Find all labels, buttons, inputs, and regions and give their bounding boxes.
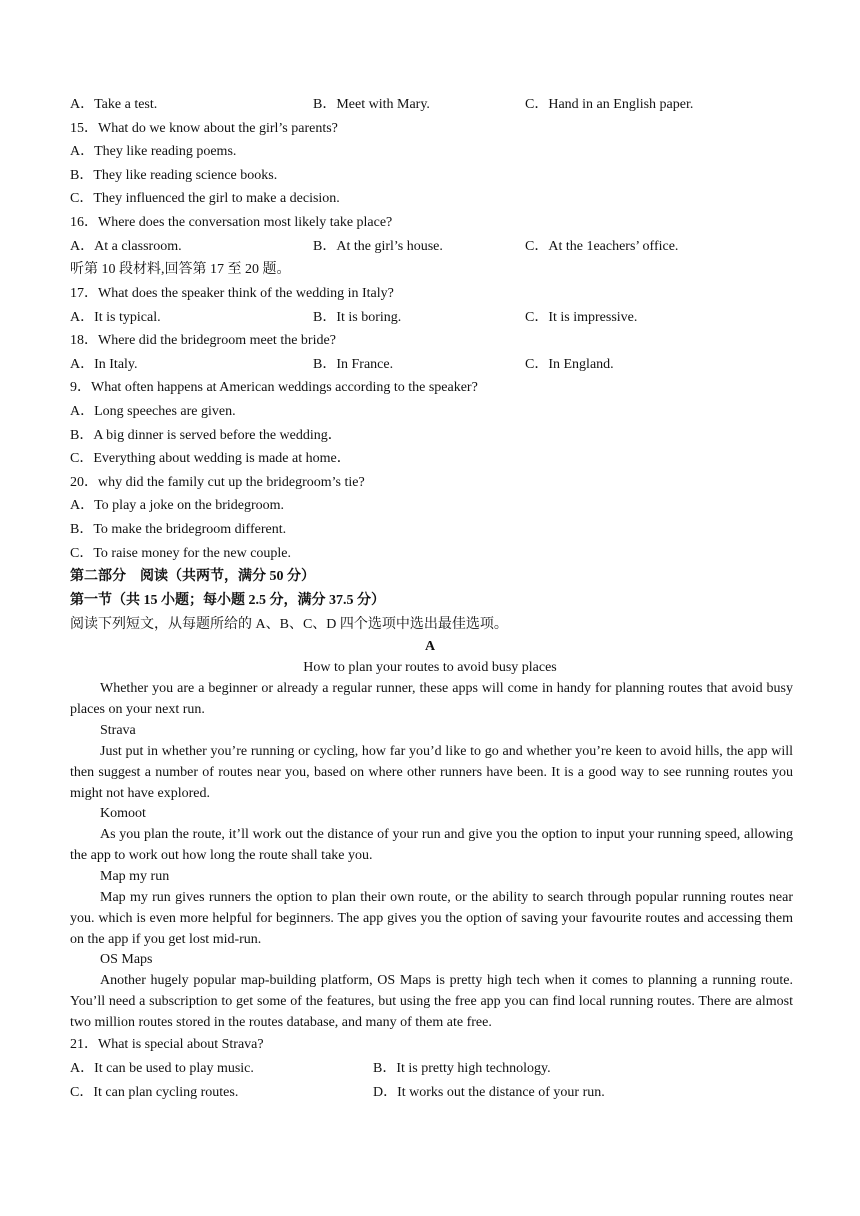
q21-question: 21．What is special about Strava?: [70, 1037, 264, 1052]
q20-option-a: A．To play a joke on the bridegroom.: [70, 498, 285, 513]
q21-option-a: A．It can be used to play music.: [70, 1061, 254, 1076]
komoot-heading: Komoot: [100, 806, 146, 821]
q20-question: 20．why did the family cut up the bridegroom’s tie?: [70, 475, 365, 490]
q16-question: 16．Where does the conversation most likely take place?: [70, 215, 393, 230]
passage-title: How to plan your routes to avoid busy places: [303, 660, 557, 675]
q14-option-a: A．Take a test.: [70, 97, 158, 112]
osmaps-paragraph: Another hugely popular map-building platform, OS Maps is pretty high tech when it comes to planning a running route. You’ll need a subscription to get some of the features, but using the free app you can find local running routes. There are almost two million routes stored in the routes database, and many of them ate free.: [70, 973, 793, 1030]
q15-option-a: A．They like reading poems.: [70, 144, 237, 159]
section1-heading: 第一节（共 15 小题；每小题 2.5 分，满分 37.5 分）: [70, 593, 385, 608]
q19-option-c: C．Everything about wedding is made at home．: [70, 451, 351, 466]
q18-option-a: A．In Italy.: [70, 357, 138, 372]
q17-option-c: C．It is impressive.: [525, 310, 638, 325]
q19-option-a: A．Long speeches are given.: [70, 404, 236, 419]
q21-option-c: C．It can plan cycling routes.: [70, 1085, 239, 1100]
mapmyrun-heading: Map my run: [100, 869, 170, 884]
q14-option-b: B．Meet with Mary.: [313, 97, 430, 112]
q20-option-c: C．To raise money for the new couple.: [70, 546, 292, 561]
q21-option-d: D．It works out the distance of your run.: [373, 1085, 605, 1100]
part2-heading: 第二部分 阅读（共两节，满分 50 分）: [70, 569, 315, 584]
listening-instruction: 听第 10 段材料,回答第 17 至 20 题。: [70, 262, 291, 277]
q17-question: 17．What does the speaker think of the wedding in Italy?: [70, 286, 394, 301]
osmaps-heading: OS Maps: [100, 952, 153, 967]
komoot-paragraph: As you plan the route, it’ll work out the distance of your run and give you the option to input your running speed, allowing the app to work out how long the route shall take you.: [70, 827, 793, 863]
q15-option-b: B．They like reading science books.: [70, 168, 278, 183]
q18-question: 18．Where did the bridegroom meet the bride?: [70, 333, 336, 348]
passage-intro: Whether you are a beginner or already a regular runner, these apps will come in handy for planning routes that avoid busy places on your next run.: [70, 681, 793, 717]
q18-option-c: C．In England.: [525, 357, 614, 372]
strava-heading: Strava: [100, 723, 136, 738]
q17-option-b: B．It is boring.: [313, 310, 402, 325]
q16-option-c: C．At the 1eachers’ office.: [525, 239, 679, 254]
q15-option-c: C．They influenced the girl to make a decision.: [70, 191, 340, 206]
q19-question: 9．What often happens at American weddings according to the speaker?: [70, 380, 478, 395]
strava-paragraph: Just put in whether you’re running or cycling, how far you’d like to go and whether you’re keen to avoid hills, the app will then suggest a number of routes near you, based on where other runners have been. It is a good way to see running routes you might not have explored.: [70, 744, 793, 801]
passage-letter: A: [424, 639, 436, 654]
mapmyrun-paragraph: Map my run gives runners the option to plan their own route, or the ability to search through popular running routes near you. which is even more helpful for beginners. The app gives you the option of saving your favourite routes and accessing them on the app if you get lost mid-run.: [70, 890, 793, 947]
q20-option-b: B．To make the bridegroom different.: [70, 522, 287, 537]
q15-question: 15．What do we know about the girl’s parents?: [70, 121, 338, 136]
q18-option-b: B．In France.: [313, 357, 394, 372]
q17-option-a: A．It is typical.: [70, 310, 161, 325]
q19-option-b: B．A big dinner is served before the wedding．: [70, 428, 342, 443]
q16-option-a: A．At a classroom.: [70, 239, 182, 254]
q21-option-b: B．It is pretty high technology.: [373, 1061, 551, 1076]
q16-option-b: B．At the girl’s house.: [313, 239, 443, 254]
q14-option-c: C．Hand in an English paper.: [525, 97, 694, 112]
reading-instruction: 阅读下列短文，从每题所给的 A、B、C、D 四个选项中选出最佳选项。: [70, 617, 508, 632]
